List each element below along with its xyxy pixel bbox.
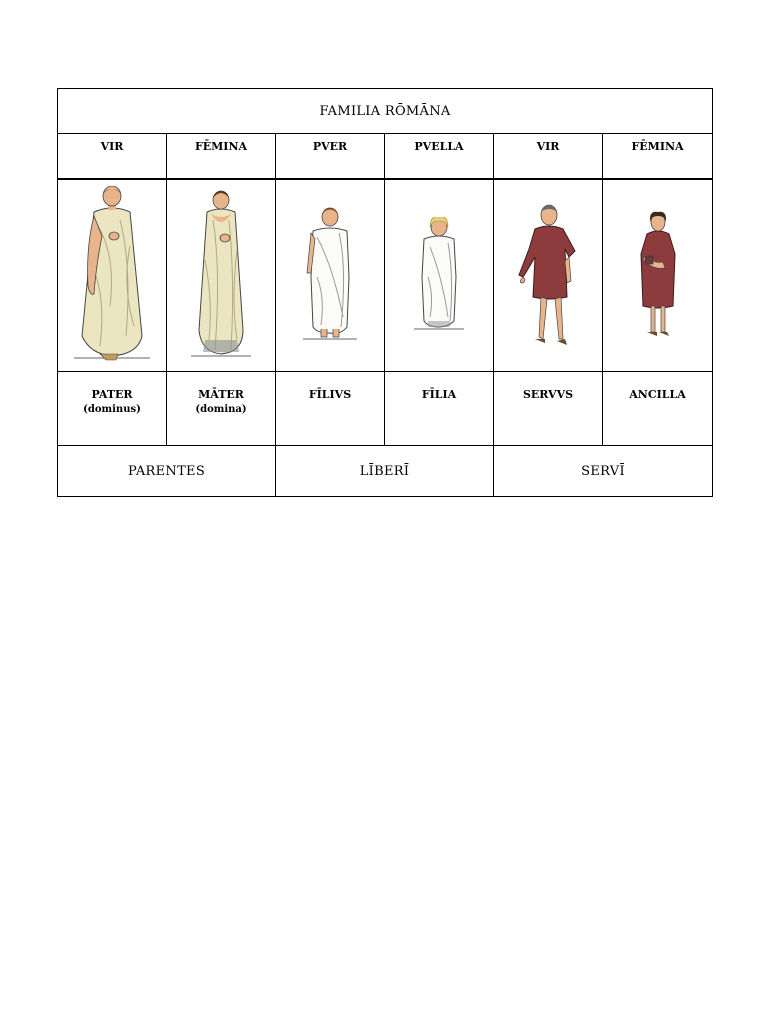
filius-figure-icon <box>303 207 357 345</box>
figure-cell-filius <box>276 179 385 372</box>
header-femina: FĒMINA <box>167 134 276 180</box>
name-pater-sub: (dominus) <box>83 404 141 415</box>
group-servi: SERVĪ <box>494 446 713 497</box>
name-pater-label: PATER <box>91 388 133 401</box>
name-filia-label: FĪLIA <box>421 388 457 401</box>
figure-cell-filia <box>385 179 494 372</box>
name-servus <box>494 372 603 446</box>
header-vir: VIR <box>58 134 167 180</box>
name-mater-sub: (domina) <box>195 404 247 415</box>
figure-cell-ancilla <box>603 179 713 372</box>
figure-cell-servus <box>494 179 603 372</box>
familia-romana-chart <box>57 88 712 497</box>
name-filius-label: FĪLIVS <box>308 388 352 401</box>
header-puer: PVER <box>276 134 385 180</box>
name-servus-label: SERVVS <box>522 388 574 401</box>
mater-figure-icon <box>191 190 251 362</box>
servus-figure-icon <box>515 201 581 351</box>
name-mater-label: MĀTER <box>198 388 244 401</box>
figure-cell-pater <box>58 179 167 372</box>
filia-figure-icon <box>414 217 464 335</box>
table-title: FAMILIA RŌMĀNA <box>58 89 713 134</box>
name-filius <box>276 372 385 446</box>
name-filia <box>385 372 494 446</box>
familia-table <box>57 88 713 497</box>
group-liberi: LĪBERĪ <box>276 446 494 497</box>
name-ancilla-label: ANCILLA <box>629 388 686 401</box>
header-femina-ancilla: FĒMINA <box>603 134 713 180</box>
name-ancilla <box>603 372 713 446</box>
ancilla-figure-icon <box>635 210 681 342</box>
name-pater <box>58 372 167 446</box>
group-parentes: PARENTES <box>58 446 276 497</box>
header-puella: PVELLA <box>385 134 494 180</box>
pater-figure-icon <box>72 186 152 366</box>
figure-cell-mater <box>167 179 276 372</box>
header-vir-servus: VIR <box>494 134 603 180</box>
name-mater <box>167 372 276 446</box>
